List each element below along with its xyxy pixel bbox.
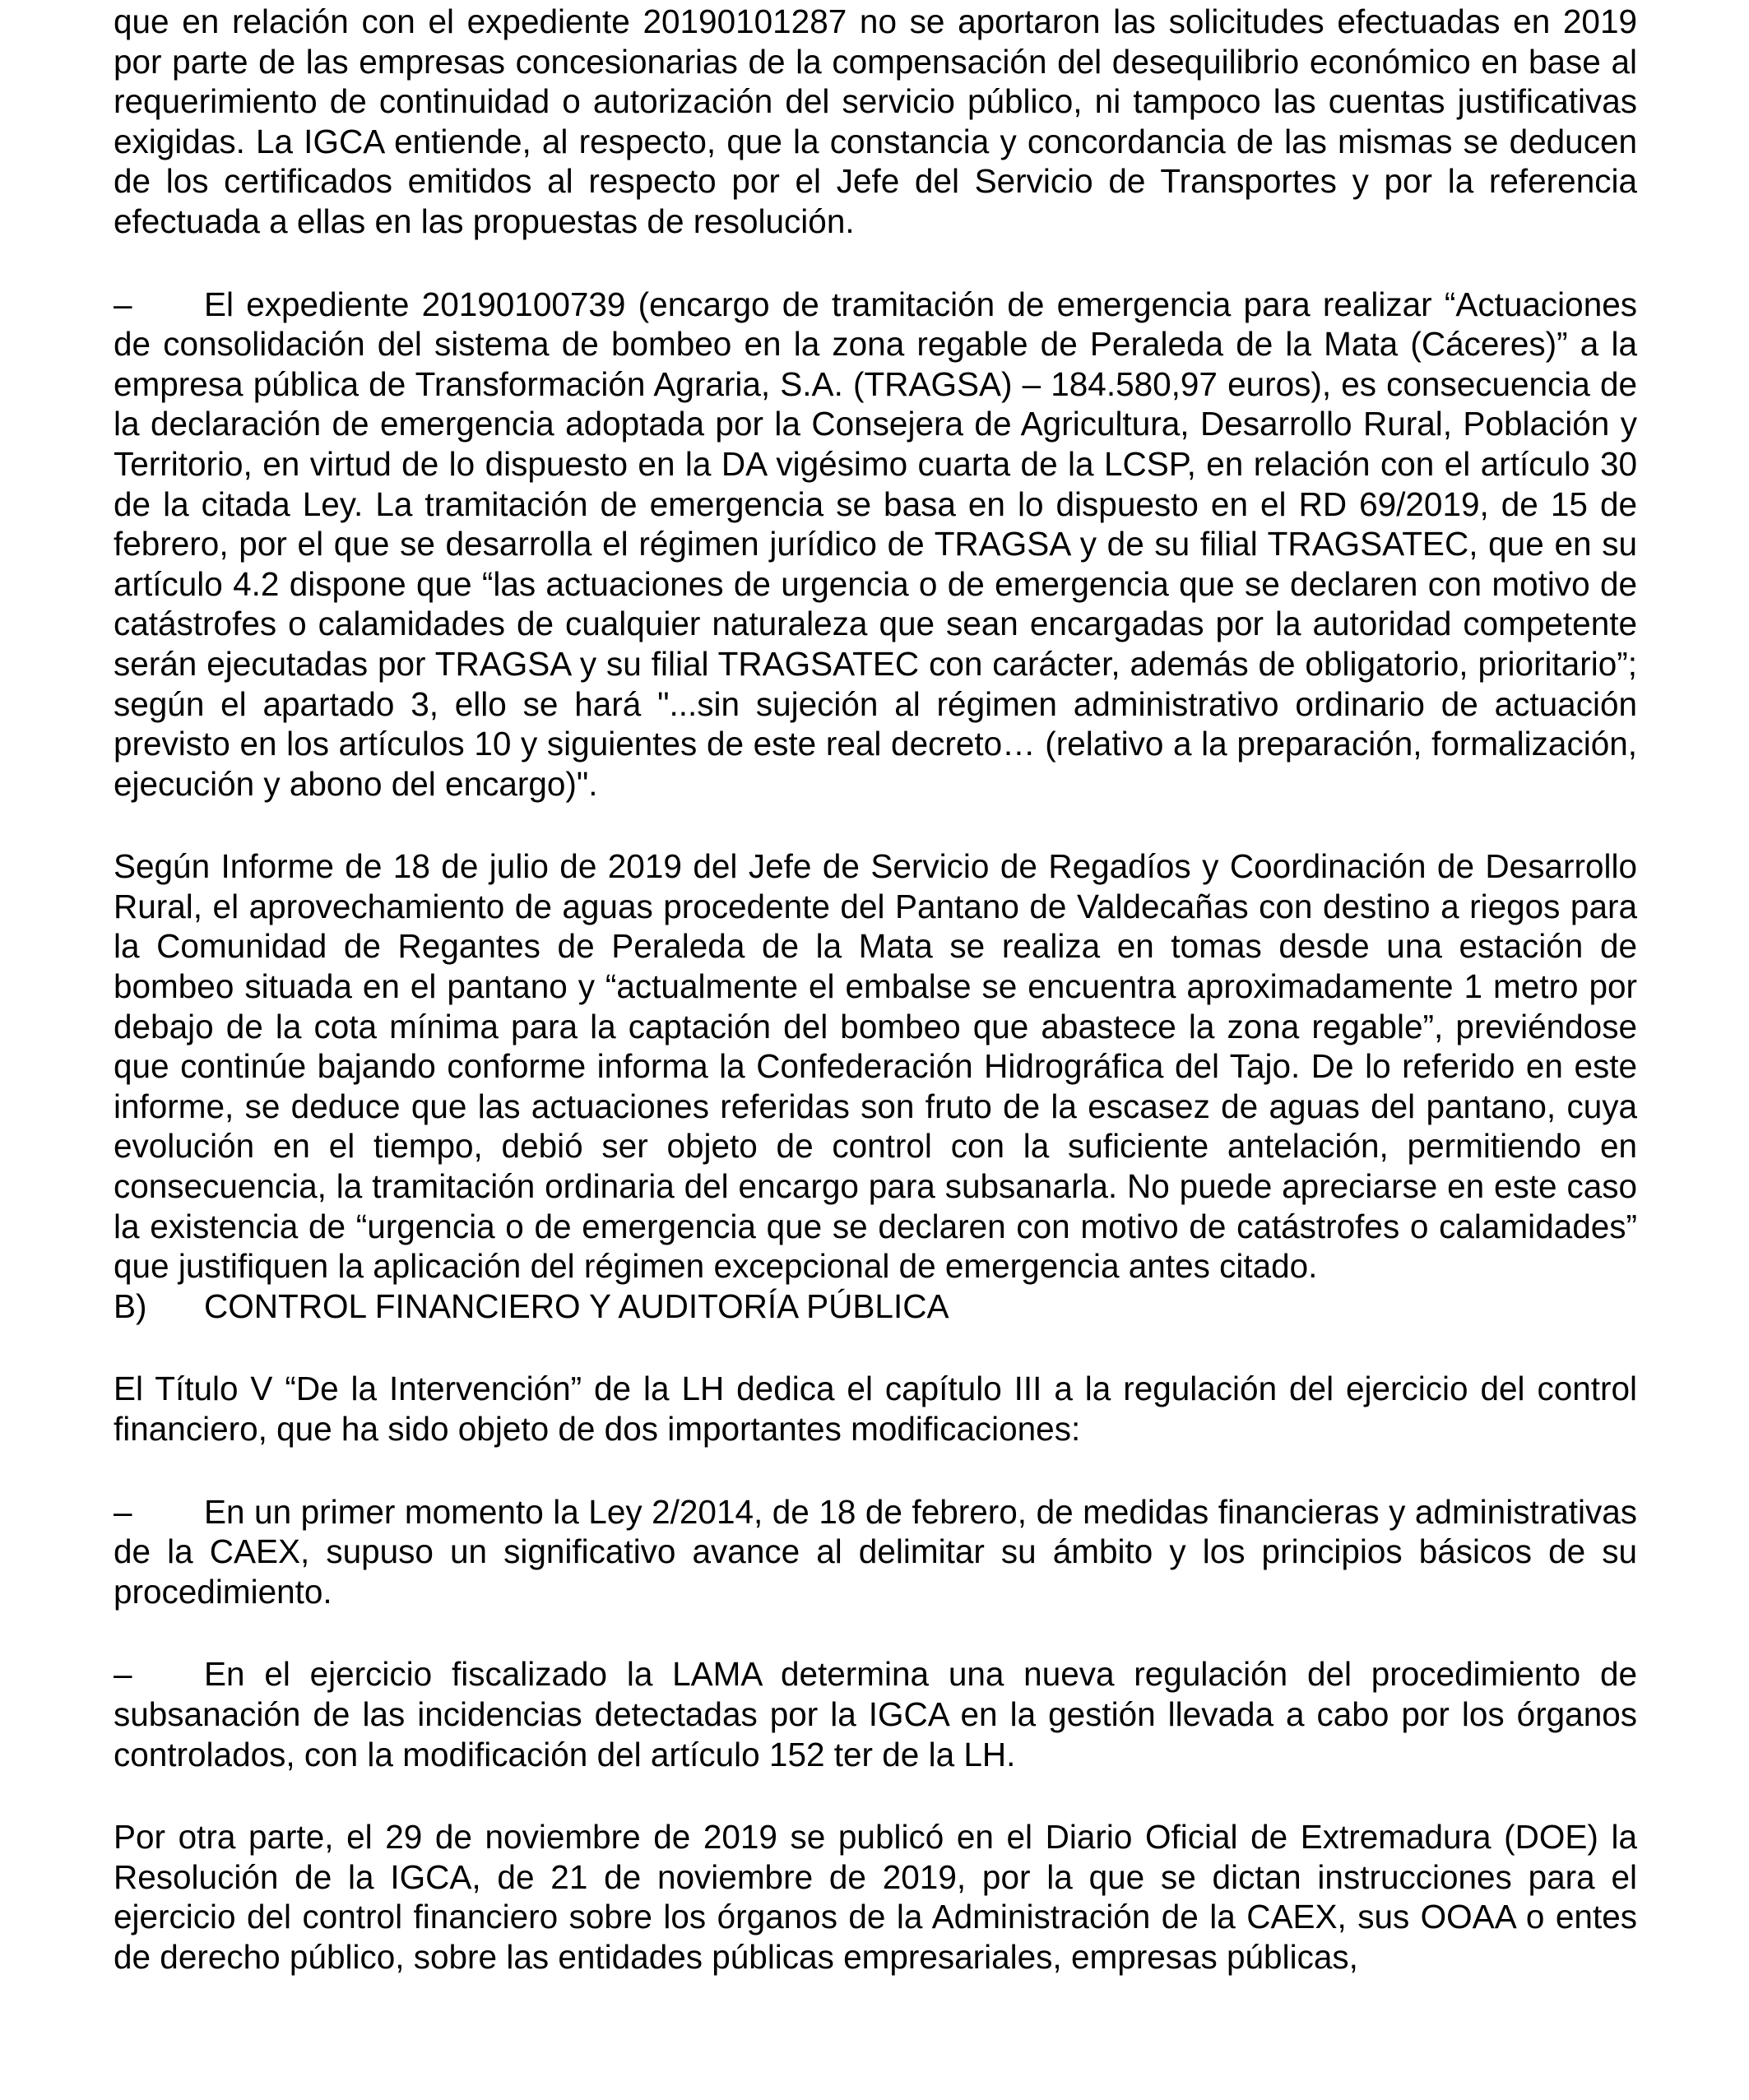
bullet-item-ley-2-2014: [114, 1492, 1637, 1612]
bullet-item-lama: [114, 1654, 1637, 1774]
section-heading-letter: B): [114, 1286, 147, 1325]
bullet-dash: –: [114, 285, 132, 323]
section-heading: [114, 1286, 1637, 1327]
bullet-dash: –: [114, 1492, 132, 1531]
section-heading-title: CONTROL FINANCIERO Y AUDITORÍA PÚBLICA: [204, 1286, 949, 1325]
paragraph-resolucion-igca: Por otra parte, el 29 de noviembre de 2019 se publicó en el Diario Oficial de Extremadura (DOE) la Resolución de la IGCA, de 21 de noviembre de 2019, por la que se dictan instrucciones para el ejercicio del control financiero sobre los órganos de la Administración de la CAEX, sus OOAA o entes de derecho público, sobre las entidades públicas empresariales, empresas públicas,: [114, 1818, 1637, 1976]
bullet-dash: –: [114, 1655, 132, 1694]
paragraph-expediente-transportes: que en relación con el expediente 20190101287 no se aportaron las solicitudes efectuadas en 2019 por parte de las empresas concesionarias de la compensación del desequilibrio económico en base al requerimiento de continuidad o autorización del servicio público, ni tampoco las cuentas justificativas exigidas. La IGCA entiende, al respecto, que la constancia y concordancia de las mismas se deducen de los certificados emitidos al respecto por el Jefe del Servicio de Transportes y por la referencia efectuada a ellas en las propuestas de resolución.: [114, 2, 1637, 240]
paragraph-titulo-v: El Título V “De la Intervención” de la LH dedica el capítulo III a la regulación del ejercicio del control financiero, que ha sido objeto de dos importantes modificaciones:: [114, 1370, 1637, 1448]
bullet-item-tragsa: [114, 285, 1637, 804]
bullet-text-lama: En el ejercicio fiscalizado la LAMA determina una nueva regulación del procedimiento de subsanación de las incidencias detectadas por la IGCA en la gestión llevada a cabo por los órganos controlados, con la modificación del artículo 152 ter de la LH.: [114, 1655, 1637, 1773]
bullet-text-tragsa: El expediente 20190100739 (encargo de tramitación de emergencia para realizar “Actuaciones de consolidación del sistema de bombeo en la zona regable de Peraleda de la Mata (Cáceres)” a la empresa pública de Transformación Agraria, S.A. (TRAGSA) – 184.580,97 euros), es consecuencia de la declaración de emergencia adoptada por la Consejera de Agricultura, Desarrollo Rural, Población y Territorio, en virtud de lo dispuesto en la DA vigésimo cuarta de la LCSP, en relación con el artículo 30 de la citada Ley. La tramitación de emergencia se basa en lo dispuesto en el RD 69/2019, de 15 de febrero, por el que se desarrolla el régimen jurídico de TRAGSA y de su filial TRAGSATEC, que en su artículo 4.2 dispone que “las actuaciones de urgencia o de emergencia que se declaren con motivo de catástrofes o calamidades de cualquier naturaleza que sean encargadas por la autoridad competente serán ejecutadas por TRAGSA y su filial TRAGSATEC con carácter, además de obligatorio, prioritario”; según el apartado 3, ello se hará "...sin sujeción al régimen administrativo ordinario de actuación previsto en los artículos 10 y siguientes de este real decreto… (relativo a la preparación, formalización, ejecución y abono del encargo)".: [114, 285, 1637, 803]
paragraph-informe-regadios: Según Informe de 18 de julio de 2019 del Jefe de Servicio de Regadíos y Coordinación de Desarrollo Rural, el aprovechamiento de aguas procedente del Pantano de Valdecañas con destino a riegos para la Comunidad de Regantes de Peraleda de la Mata se realiza en tomas desde una estación de bombeo situada en el pantano y “actualmente el embalse se encuentra aproximadamente 1 metro por debajo de la cota mínima para la captación del bombeo que abastece la zona regable”, previéndose que continúe bajando conforme informa la Confederación Hidrográfica del Tajo. De lo referido en este informe, se deduce que las actuaciones referidas son fruto de la escasez de aguas del pantano, cuya evolución en el tiempo, debió ser objeto de control con la suficiente antelación, permitiendo en consecuencia, la tramitación ordinaria del encargo para subsanarla. No puede apreciarse en este caso la existencia de “urgencia o de emergencia que se declaren con motivo de catástrofes o calamidades” que justifiquen la aplicación del régimen excepcional de emergencia antes citado.: [114, 847, 1637, 1286]
bullet-text-ley-2-2014: En un primer momento la Ley 2/2014, de 18 de febrero, de medidas financieras y administrativas de la CAEX, supuso un significativo avance al delimitar su ámbito y los principios básicos de su procedimiento.: [114, 1492, 1637, 1611]
document-page: [114, 0, 1637, 1977]
